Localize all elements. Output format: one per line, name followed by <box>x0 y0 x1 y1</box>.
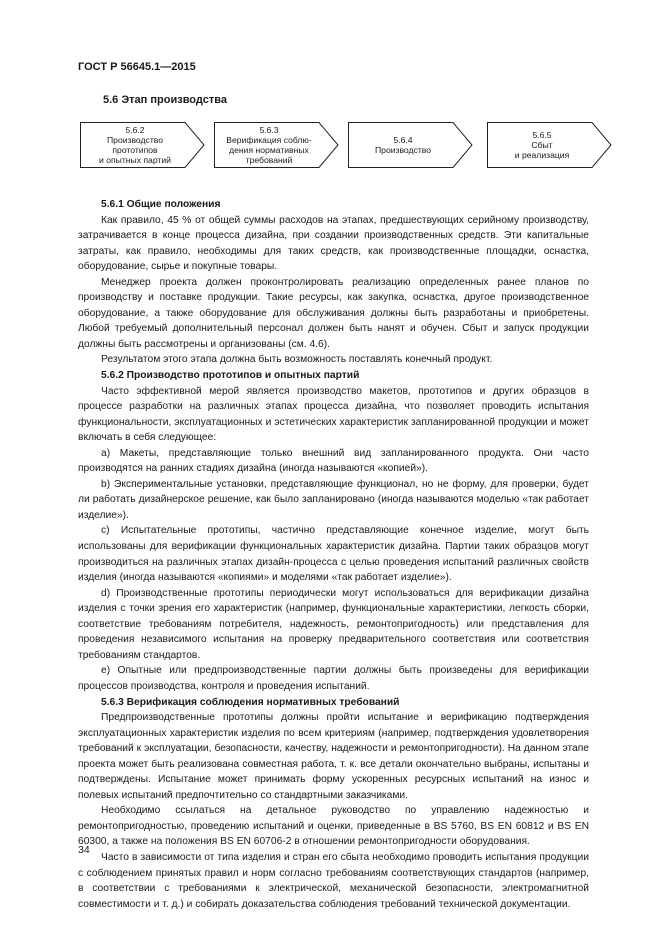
flow-step-number: 5.6.3 <box>259 125 279 135</box>
paragraph: d) Производственные прототипы периодически могут использоваться для верификации дизайна изделия с точки зрения его характеристик (например, функциональные характеристики, легкость сборки, соответствие требованиям потребителя, надежность, ремонтопригодность) или представления для проведения независимого испытания на проверку предварительного соответствия или соответствия требованиям стандартов. <box>78 587 589 661</box>
paragraph: е) Опытные или предпроизводственные партии должны быть произведены для верификации процессов производства, контроля и проведения испытаний. <box>78 665 589 692</box>
flow-step-text: дения нормативных <box>229 145 309 155</box>
page-number: 34 <box>78 844 90 856</box>
flow-step-text: Производство <box>106 135 164 145</box>
flow-step-number: 5.6.2 <box>125 125 145 135</box>
document-header: ГОСТ Р 56645.1—2015 <box>78 61 196 73</box>
subsection-heading: 5.6.2 Производство прототипов и опытных партий <box>101 370 360 382</box>
paragraph: а) Макеты, представляющие только внешний вид запланированного продукта. Они часто производятся на ранних стадиях дизайна (иногда называются «копией»). <box>78 447 589 475</box>
flow-step <box>348 122 473 168</box>
flow-step-label <box>487 122 597 168</box>
subsection-heading: 5.6.3 Верификация соблюдения нормативных требований <box>101 696 400 708</box>
paragraph: Необходимо ссылаться на детальное руководство по управлению надежностью и ремонтопригодностью, проведению испытаний и оценки, приведенные в BS 5760, BS EN 60812 и BS EN 60300, а также на положения BS EN 60706-2 в отношении ремонтопригодности оборудования. <box>78 805 589 848</box>
flow-step <box>487 122 612 168</box>
paragraph: с) Испытательные прототипы, частично представляющие конечное изделие, могут быть использованы для верификации функциональных характеристик дизайна. Партии таких образцов могут производиться на различных этапах дизайн-процесса с целью проведения испытаний различных свойств изделия (иногда называются «копиями» и моделями «так работает изделие»). <box>78 525 589 584</box>
flow-step <box>80 122 205 168</box>
flow-step-label <box>214 122 324 168</box>
paragraph: b) Экспериментальные установки, представляющие функционал, но не форму, для проверки, будет ли работать дизайнерское решение, как было запланировано (иногда называются моделью «так работает изделие»). <box>78 478 589 521</box>
document-body <box>78 197 589 912</box>
paragraph: Предпроизводственные прототипы должны пройти испытание и верификацию подтверждения эксплуатационных характеристик изделия по всем критериям (например, подтверждения удовлетворения требований к эксплуатации, безопасности, качеству, надежности и ремонтопригодности). На данном этапе проекта может быть реализована совместная работа, т. к. все детали окончательно выбраны, испытаны и подтверждены. Испытание может принимать форму ускоренных ресурсных испытаний на износ и полевых испытаний предпочтительно со стандартными заказчиками. <box>78 712 589 801</box>
flow-step-text: прототипов <box>112 145 158 155</box>
flow-step-text: и реализация <box>514 150 570 160</box>
section-title: 5.6 Этап производства <box>103 94 227 106</box>
paragraph: Менеджер проекта должен проконтролировать реализацию определенных ранее планов по производству и поставке продукции. Такие ресурсы, как закупка, оснастка, другое производственное оборудование, а также оборудование для обслуживания должны быть разработаны и приобретены. Любой требуемый дополнительный персонал должен быть нанят и обучен. Сбыт и запуск продукции должны быть рассмотрены и организованы (см. 4.6). <box>78 276 589 350</box>
flow-step-text: Сбыт <box>531 140 553 150</box>
paragraph: Часто в зависимости от типа изделия и стран его сбыта необходимо проводить испытания продукции с соблюдением принятых правил и норм согласно требованиям соответствующих стандартов (например, в соответствии с требованиями к электрической, механической безопасности, электромагнитной совместимости и т. д.) и собирать доказательства соблюдения требований технической документации. <box>78 851 589 910</box>
flow-step-number: 5.6.5 <box>532 130 552 140</box>
paragraph: Результатом этого этапа должна быть возможность поставлять конечный продукт. <box>101 354 493 366</box>
flow-step-label <box>80 122 190 168</box>
process-flow-diagram <box>80 122 620 168</box>
flow-step-text: Производство <box>374 145 432 155</box>
flow-step-text: и опытных партий <box>99 155 171 165</box>
flow-step-text: требований <box>245 155 293 165</box>
flow-step-number: 5.6.4 <box>393 135 413 145</box>
paragraph: Часто эффективной мерой является производство макетов, прототипов и других образцов в процессе разработки на различных этапах процесса дизайна, что позволяет проводить испытания функциональности, эксплуатационных и эстетических характеристик запланированной продукции и может включать в себя следующее: <box>78 385 589 444</box>
flow-step <box>214 122 339 168</box>
flow-step-label <box>348 122 458 168</box>
subsection-heading: 5.6.1 Общие положения <box>101 199 221 210</box>
flow-step-text: Верификация соблю- <box>226 135 312 145</box>
paragraph: Как правило, 45 % от общей суммы расходов на этапах, предшествующих серийному производству, затрачивается в конце процесса дизайна, при создании производственных средств. Эти капитальные затраты, как правило, необходимы для таких средств, как производственные площадки, оснастка, оборудование, сырье и покупные товары. <box>78 214 589 273</box>
